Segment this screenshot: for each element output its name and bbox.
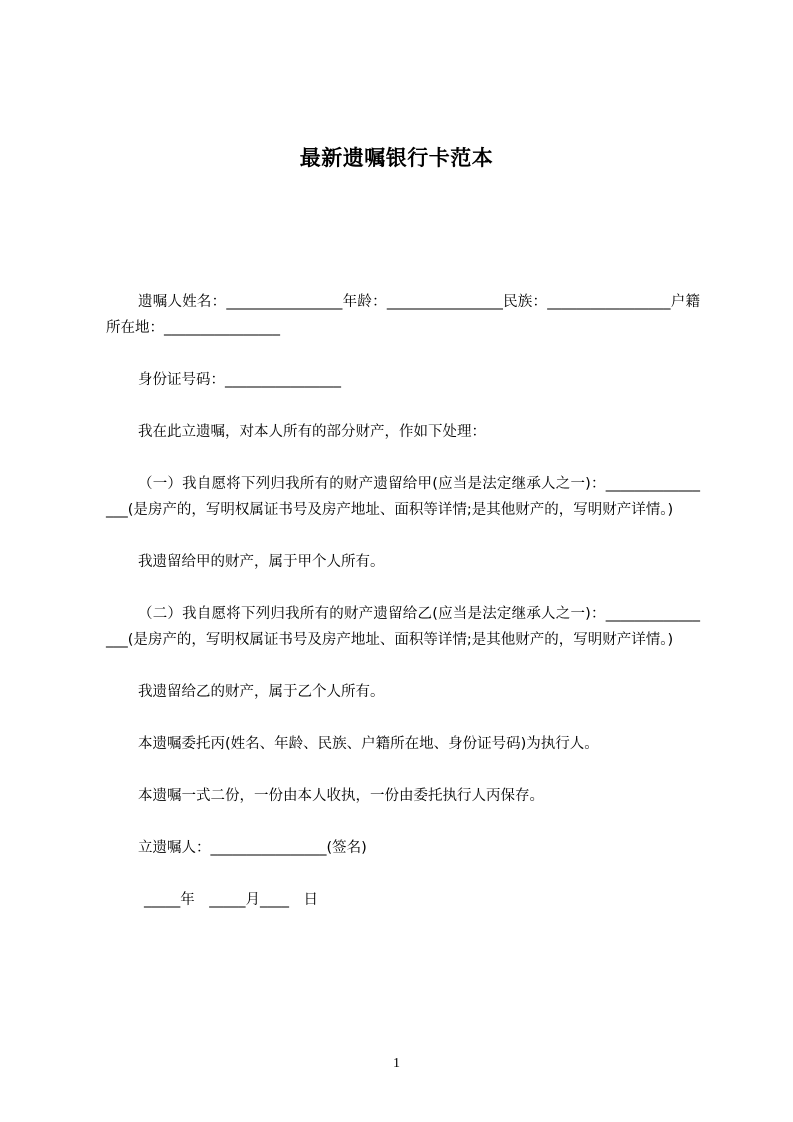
signature-paragraph: 立遗嘱人：________________(签名) xyxy=(138,840,367,856)
id-number-paragraph: 身份证号码：________________ xyxy=(138,372,341,388)
bequest-b-paragraph: （二）我自愿将下列归我所有的财产遗留给乙(应当是法定继承人之一)：________________(是房产的，写明权属证书号及房产地址、面积等详情;是其他财产的，写明财产详情。) xyxy=(106,606,700,648)
bequest-a-paragraph: （一）我自愿将下列归我所有的财产遗留给甲(应当是法定继承人之一)：________________(是房产的，写明权属证书号及房产地址、面积等详情;是其他财产的，写明财产详情。) xyxy=(106,476,700,518)
intro-paragraph: 我在此立遗嘱，对本人所有的部分财产，作如下处理： xyxy=(138,424,486,440)
testator-info-paragraph: 遗嘱人姓名：________________年龄：________________民族：_________________户籍所在地：________________ xyxy=(106,294,700,336)
copies-paragraph: 本遗嘱一式二份，一份由本人收执，一份由委托执行人丙保存。 xyxy=(138,788,544,804)
bequest-a-ownership-paragraph: 我遗留给甲的财产，属于甲个人所有。 xyxy=(138,554,385,570)
executor-paragraph: 本遗嘱委托丙(姓名、年龄、民族、户籍所在地、身份证号码)为执行人。 xyxy=(138,736,599,752)
page-number: 1 xyxy=(393,1056,400,1071)
date-line: _____年 _____月____ 日 xyxy=(144,892,318,908)
document-body xyxy=(106,289,700,939)
bequest-b-ownership-paragraph: 我遗留给乙的财产，属于乙个人所有。 xyxy=(138,684,385,700)
document-title: 最新遗嘱银行卡范本 xyxy=(299,146,494,170)
